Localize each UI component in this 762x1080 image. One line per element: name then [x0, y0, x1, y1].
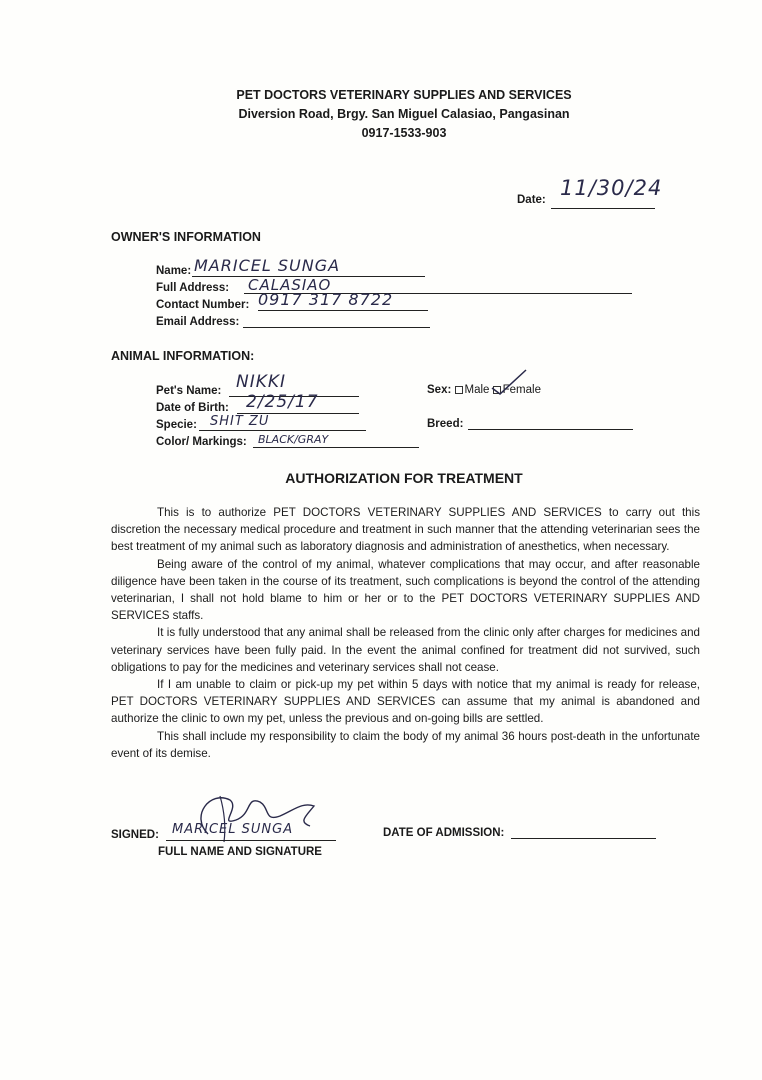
- company-address: Diversion Road, Brgy. San Miguel Calasiao, Pangasinan: [238, 107, 570, 121]
- sex-label: Sex:: [427, 384, 452, 396]
- signature-line: [166, 840, 336, 841]
- sex-female-label: Female: [502, 384, 541, 396]
- owner-email-label: Email Address:: [156, 316, 240, 328]
- signature-caption: FULL NAME AND SIGNATURE: [158, 846, 322, 858]
- owner-email-line: [243, 327, 430, 328]
- breed-label: Breed:: [427, 418, 464, 430]
- color-line: [253, 447, 419, 448]
- company-name: PET DOCTORS VETERINARY SUPPLIES AND SERVICES: [236, 88, 572, 102]
- admission-line: [511, 838, 656, 839]
- authorization-body: [111, 504, 700, 762]
- date-value: 11/30/24: [560, 176, 663, 200]
- admission-label: DATE OF ADMISSION:: [383, 827, 505, 839]
- specie-line: [199, 430, 366, 431]
- authorization-paragraph: This shall include my responsibility to claim the body of my animal 36 hours post-death in the unfortunate event of its demise.: [111, 729, 700, 760]
- pet-name-label: Pet's Name:: [156, 385, 222, 397]
- sex-male-label: Male: [464, 384, 490, 396]
- color-value: BLACK/GRAY: [258, 433, 329, 446]
- owner-contact-value: 0917 317 8722: [258, 290, 394, 309]
- female-check-mark: [490, 366, 530, 396]
- male-checkbox[interactable]: [455, 386, 463, 394]
- breed-line: [468, 429, 633, 430]
- date-line: [551, 208, 655, 209]
- authorization-paragraph: This is to authorize PET DOCTORS VETERINARY SUPPLIES AND SERVICES to carry out this discretion the necessary medical procedure and treatment in such manner that the attending veterinarian sees the best treatment of my animal such as laboratory diagnosis and administration of anesthetics, when necessary.: [111, 506, 700, 554]
- specie-value: SHIT ZU: [210, 414, 270, 429]
- dob-label: Date of Birth:: [156, 402, 229, 414]
- authorization-paragraph: If I am unable to claim or pick-up my pet within 5 days with notice that my animal is ready for release, PET DOCTORS VETERINARY SUPPLIES AND SERVICES can assume that my animal is abandoned and authorize the clinic to own my pet, unless the previous and on-going bills are settled.: [111, 678, 700, 726]
- owner-address-label: Full Address:: [156, 282, 230, 294]
- owner-contact-label: Contact Number:: [156, 299, 250, 311]
- authorization-paragraph: Being aware of the control of my animal, whatever complications that may occur, and after reasonable diligence have been taken in the course of its treatment, such complications is beyond the control of the attending veterinarian, I shall not hold blame to him or her or to the PET DOCTORS VETERINARY SUPPLIES AND SERVICES staffs.: [111, 557, 700, 623]
- authorization-title: AUTHORIZATION FOR TREATMENT: [285, 470, 523, 486]
- date-label: Date:: [517, 194, 546, 206]
- signed-name: MARICEL SUNGA: [172, 822, 294, 837]
- animal-heading: ANIMAL INFORMATION:: [111, 349, 255, 363]
- owner-heading: OWNER'S INFORMATION: [111, 230, 261, 244]
- color-label: Color/ Markings:: [156, 436, 247, 448]
- owner-name-label: Name:: [156, 265, 192, 277]
- signed-label: SIGNED:: [111, 829, 159, 841]
- specie-label: Specie:: [156, 419, 197, 431]
- signature-scribble: [180, 786, 330, 846]
- company-phone: 0917-1533-903: [361, 126, 447, 140]
- owner-contact-line: [258, 310, 428, 311]
- owner-address-value: CALASIAO: [248, 276, 332, 294]
- owner-name-value: MARICEL SUNGA: [194, 256, 341, 275]
- pet-name-value: NIKKI: [236, 372, 287, 392]
- dob-value: 2/25/17: [246, 392, 319, 412]
- authorization-paragraph: It is fully understood that any animal shall be released from the clinic only after charges for medicines and veterinary services have been fully paid. In the event the animal confined for treatment did not survived, such obligations to pay for the medicines and veterinary services shall not cease.: [111, 626, 700, 674]
